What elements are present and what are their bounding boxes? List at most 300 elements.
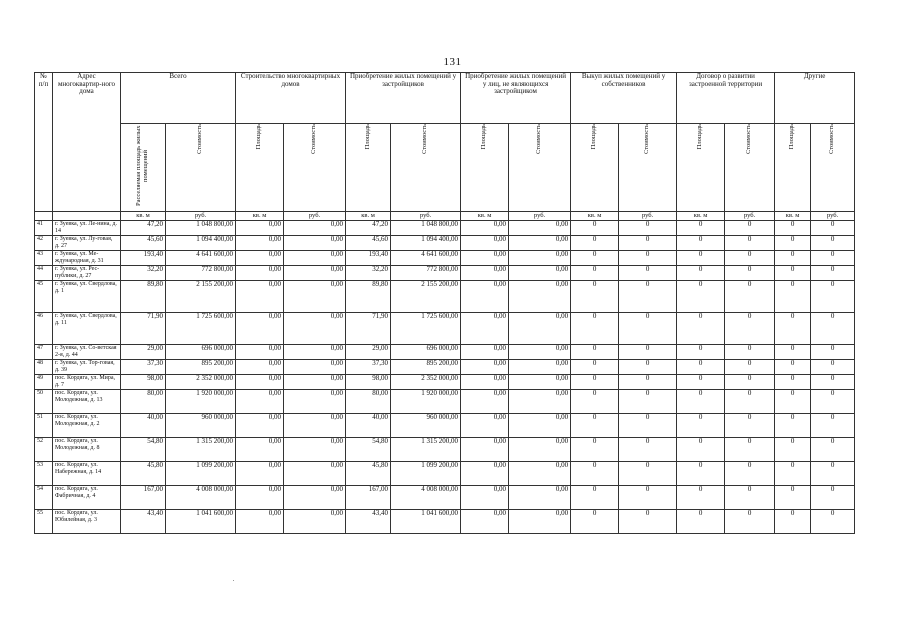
nondeveloper-area-cell: 0,00 — [461, 345, 509, 360]
construction-cost-cell: 0,00 — [284, 360, 346, 375]
developer-area-cell: 37,30 — [346, 360, 391, 375]
nondeveloper-cost-cell: 0,00 — [509, 236, 571, 251]
unit-area: кв. м — [461, 212, 509, 221]
contract-cost-cell: 0 — [725, 313, 775, 345]
contract-area-cell: 0 — [677, 281, 725, 313]
header-group-development-contract: Договор о развитии застроенной территории — [677, 73, 775, 124]
address-cell: пос. Кордяга, ул. Набережная, д. 14 — [53, 462, 121, 486]
other-area-cell: 0 — [775, 390, 811, 414]
total-cost-cell: 960 000,00 — [166, 414, 236, 438]
unit-rub: руб. — [725, 212, 775, 221]
buyout-cost-cell: 0 — [619, 313, 677, 345]
contract-area-cell: 0 — [677, 221, 725, 236]
table-row — [35, 390, 855, 414]
page-number: 131 — [443, 56, 462, 68]
contract-cost-cell: 0 — [725, 345, 775, 360]
nondeveloper-area-cell: 0,00 — [461, 375, 509, 390]
construction-area-cell: 0,00 — [236, 486, 284, 510]
other-cost-cell: 0 — [811, 221, 855, 236]
row-number: 50 — [35, 390, 53, 414]
address-cell: пос. Кордяга, ул. Фабричная, д. 4 — [53, 486, 121, 510]
contract-area-cell: 0 — [677, 266, 725, 281]
row-number: 47 — [35, 345, 53, 360]
header-group-nondeveloper-purchase: Приобретение жилых помещений у лиц, не являющихся застройщиком — [461, 73, 571, 124]
construction-cost-cell: 0,00 — [284, 281, 346, 313]
other-cost-cell: 0 — [811, 251, 855, 266]
table-row — [35, 360, 855, 375]
unit-area: кв. м — [775, 212, 811, 221]
header-row-number: № п/п — [35, 73, 53, 212]
nondeveloper-area-cell: 0,00 — [461, 236, 509, 251]
buyout-area-cell: 0 — [571, 390, 619, 414]
table-row — [35, 281, 855, 313]
buyout-cost-cell: 0 — [619, 345, 677, 360]
nondeveloper-cost-cell: 0,00 — [509, 510, 571, 534]
unit-rub: руб. — [284, 212, 346, 221]
construction-area-cell: 0,00 — [236, 390, 284, 414]
other-area-cell: 0 — [775, 221, 811, 236]
nondeveloper-area-cell: 0,00 — [461, 390, 509, 414]
address-cell: г. Зуевка, ул. Ле-нина, д. 14 — [53, 221, 121, 236]
buyout-cost-cell: 0 — [619, 375, 677, 390]
unit-empty — [53, 212, 121, 221]
developer-area-cell: 71,90 — [346, 313, 391, 345]
total-area-cell: 37,30 — [121, 360, 166, 375]
buyout-area-cell: 0 — [571, 438, 619, 462]
developer-cost-cell: 1 041 600,00 — [391, 510, 461, 534]
header-group-owner-buyout: Выкуп жилых помещений у собственников — [571, 73, 677, 124]
contract-area-cell: 0 — [677, 510, 725, 534]
total-area-cell: 45,60 — [121, 236, 166, 251]
total-area-cell: 32,20 — [121, 266, 166, 281]
construction-cost-cell: 0,00 — [284, 414, 346, 438]
buyout-area-cell: 0 — [571, 266, 619, 281]
total-area-cell: 167,00 — [121, 486, 166, 510]
total-area-cell: 98,00 — [121, 375, 166, 390]
buyout-area-cell: 0 — [571, 281, 619, 313]
scan-speck — [233, 580, 234, 581]
contract-cost-cell: 0 — [725, 221, 775, 236]
nondeveloper-area-cell: 0,00 — [461, 462, 509, 486]
construction-area-cell: 0,00 — [236, 438, 284, 462]
row-number: 54 — [35, 486, 53, 510]
buyout-cost-cell: 0 — [619, 462, 677, 486]
total-cost-cell: 1 048 800,00 — [166, 221, 236, 236]
nondeveloper-cost-cell: 0,00 — [509, 375, 571, 390]
contract-cost-cell: 0 — [725, 281, 775, 313]
table-row — [35, 375, 855, 390]
buyout-cost-cell: 0 — [619, 390, 677, 414]
contract-cost-cell: 0 — [725, 486, 775, 510]
address-cell: г. Зуевка, ул. Со-ветская 2-я, д. 44 — [53, 345, 121, 360]
buyout-area-cell: 0 — [571, 486, 619, 510]
other-area-cell: 0 — [775, 414, 811, 438]
construction-cost-cell: 0,00 — [284, 375, 346, 390]
address-cell: пос. Кордяга, ул. Юбилейная, д. 3 — [53, 510, 121, 534]
address-cell: пос. Кордяга, ул. Молодежная, д. 13 — [53, 390, 121, 414]
unit-rub: руб. — [391, 212, 461, 221]
other-cost-cell: 0 — [811, 360, 855, 375]
other-area-cell: 0 — [775, 438, 811, 462]
header-nondeveloper-cost: Стоимость — [509, 124, 571, 212]
buyout-cost-cell: 0 — [619, 360, 677, 375]
other-area-cell: 0 — [775, 236, 811, 251]
total-cost-cell: 2 155 200,00 — [166, 281, 236, 313]
other-cost-cell: 0 — [811, 462, 855, 486]
developer-area-cell: 89,80 — [346, 281, 391, 313]
header-group-total: Всего — [121, 73, 236, 124]
construction-cost-cell: 0,00 — [284, 345, 346, 360]
header-other-cost: Стоимость — [811, 124, 855, 212]
nondeveloper-cost-cell: 0,00 — [509, 360, 571, 375]
construction-area-cell: 0,00 — [236, 281, 284, 313]
contract-cost-cell: 0 — [725, 360, 775, 375]
developer-area-cell: 45,80 — [346, 462, 391, 486]
address-cell: пос. Кордяга, ул. Мира, д. 7 — [53, 375, 121, 390]
contract-area-cell: 0 — [677, 486, 725, 510]
developer-area-cell: 40,00 — [346, 414, 391, 438]
row-number: 46 — [35, 313, 53, 345]
other-area-cell: 0 — [775, 345, 811, 360]
other-cost-cell: 0 — [811, 438, 855, 462]
nondeveloper-cost-cell: 0,00 — [509, 462, 571, 486]
buyout-area-cell: 0 — [571, 345, 619, 360]
developer-cost-cell: 895 200,00 — [391, 360, 461, 375]
table-row — [35, 510, 855, 534]
nondeveloper-cost-cell: 0,00 — [509, 313, 571, 345]
resettlement-table — [34, 72, 855, 534]
buyout-area-cell: 0 — [571, 236, 619, 251]
other-area-cell: 0 — [775, 251, 811, 266]
construction-area-cell: 0,00 — [236, 345, 284, 360]
buyout-cost-cell: 0 — [619, 414, 677, 438]
nondeveloper-area-cell: 0,00 — [461, 360, 509, 375]
other-cost-cell: 0 — [811, 390, 855, 414]
other-area-cell: 0 — [775, 375, 811, 390]
unit-area: кв. м — [121, 212, 166, 221]
developer-cost-cell: 1 048 800,00 — [391, 221, 461, 236]
nondeveloper-area-cell: 0,00 — [461, 281, 509, 313]
unit-area: кв. м — [677, 212, 725, 221]
contract-area-cell: 0 — [677, 462, 725, 486]
construction-cost-cell: 0,00 — [284, 251, 346, 266]
table-row — [35, 236, 855, 251]
header-buyout-area: Площадь — [571, 124, 619, 212]
developer-cost-cell: 2 352 000,00 — [391, 375, 461, 390]
table-row — [35, 462, 855, 486]
total-area-cell: 89,80 — [121, 281, 166, 313]
total-cost-cell: 1 920 000,00 — [166, 390, 236, 414]
construction-area-cell: 0,00 — [236, 313, 284, 345]
row-number: 55 — [35, 510, 53, 534]
developer-area-cell: 32,20 — [346, 266, 391, 281]
buyout-cost-cell: 0 — [619, 281, 677, 313]
nondeveloper-area-cell: 0,00 — [461, 438, 509, 462]
buyout-area-cell: 0 — [571, 462, 619, 486]
address-cell: г. Зуевка, ул. Тор-говая, д. 39 — [53, 360, 121, 375]
header-group-row — [35, 73, 855, 124]
total-cost-cell: 1 041 600,00 — [166, 510, 236, 534]
total-area-cell: 54,80 — [121, 438, 166, 462]
construction-area-cell: 0,00 — [236, 221, 284, 236]
buyout-area-cell: 0 — [571, 313, 619, 345]
contract-area-cell: 0 — [677, 236, 725, 251]
contract-cost-cell: 0 — [725, 390, 775, 414]
header-developer-area: Площадь — [346, 124, 391, 212]
row-number: 49 — [35, 375, 53, 390]
table-row — [35, 414, 855, 438]
contract-area-cell: 0 — [677, 313, 725, 345]
row-number: 42 — [35, 236, 53, 251]
buyout-cost-cell: 0 — [619, 438, 677, 462]
construction-cost-cell: 0,00 — [284, 221, 346, 236]
total-area-cell: 29,00 — [121, 345, 166, 360]
buyout-area-cell: 0 — [571, 251, 619, 266]
buyout-area-cell: 0 — [571, 375, 619, 390]
total-area-cell: 71,90 — [121, 313, 166, 345]
unit-rub: руб. — [509, 212, 571, 221]
table-row — [35, 438, 855, 462]
address-cell: г. Зуевка, ул. Ме-ждународная, д. 31 — [53, 251, 121, 266]
contract-area-cell: 0 — [677, 414, 725, 438]
row-number: 53 — [35, 462, 53, 486]
contract-area-cell: 0 — [677, 438, 725, 462]
other-area-cell: 0 — [775, 313, 811, 345]
total-area-cell: 193,40 — [121, 251, 166, 266]
total-cost-cell: 1 315 200,00 — [166, 438, 236, 462]
contract-cost-cell: 0 — [725, 414, 775, 438]
contract-cost-cell: 0 — [725, 236, 775, 251]
total-cost-cell: 895 200,00 — [166, 360, 236, 375]
other-area-cell: 0 — [775, 462, 811, 486]
header-address: Адрес многоквартир-ного дома — [53, 73, 121, 212]
address-cell: г. Зуевка, ул. Лу-говая, д. 27 — [53, 236, 121, 251]
contract-area-cell: 0 — [677, 390, 725, 414]
row-number: 52 — [35, 438, 53, 462]
developer-cost-cell: 4 641 600,00 — [391, 251, 461, 266]
total-cost-cell: 696 000,00 — [166, 345, 236, 360]
other-cost-cell: 0 — [811, 266, 855, 281]
total-area-cell: 43,40 — [121, 510, 166, 534]
buyout-area-cell: 0 — [571, 414, 619, 438]
table-row — [35, 345, 855, 360]
contract-cost-cell: 0 — [725, 251, 775, 266]
contract-cost-cell: 0 — [725, 510, 775, 534]
header-construction-area: Площадь — [236, 124, 284, 212]
developer-cost-cell: 960 000,00 — [391, 414, 461, 438]
nondeveloper-area-cell: 0,00 — [461, 510, 509, 534]
total-area-cell: 47,20 — [121, 221, 166, 236]
contract-area-cell: 0 — [677, 360, 725, 375]
nondeveloper-cost-cell: 0,00 — [509, 438, 571, 462]
construction-area-cell: 0,00 — [236, 360, 284, 375]
construction-cost-cell: 0,00 — [284, 438, 346, 462]
nondeveloper-cost-cell: 0,00 — [509, 486, 571, 510]
table-row — [35, 313, 855, 345]
developer-cost-cell: 1 099 200,00 — [391, 462, 461, 486]
contract-area-cell: 0 — [677, 345, 725, 360]
other-area-cell: 0 — [775, 510, 811, 534]
total-cost-cell: 2 352 000,00 — [166, 375, 236, 390]
table-row — [35, 486, 855, 510]
nondeveloper-cost-cell: 0,00 — [509, 266, 571, 281]
total-area-cell: 40,00 — [121, 414, 166, 438]
address-cell: г. Зуевка, ул. Свердлова, д. 1 — [53, 281, 121, 313]
developer-area-cell: 47,20 — [346, 221, 391, 236]
other-cost-cell: 0 — [811, 345, 855, 360]
developer-area-cell: 29,00 — [346, 345, 391, 360]
developer-cost-cell: 1 315 200,00 — [391, 438, 461, 462]
header-other-area: Площадь — [775, 124, 811, 212]
unit-area: кв. м — [236, 212, 284, 221]
developer-area-cell: 54,80 — [346, 438, 391, 462]
buyout-cost-cell: 0 — [619, 251, 677, 266]
construction-cost-cell: 0,00 — [284, 266, 346, 281]
unit-rub: руб. — [811, 212, 855, 221]
contract-cost-cell: 0 — [725, 462, 775, 486]
developer-area-cell: 167,00 — [346, 486, 391, 510]
nondeveloper-area-cell: 0,00 — [461, 313, 509, 345]
unit-rub: руб. — [166, 212, 236, 221]
nondeveloper-cost-cell: 0,00 — [509, 345, 571, 360]
header-developer-cost: Стоимость — [391, 124, 461, 212]
unit-area: кв. м — [571, 212, 619, 221]
developer-area-cell: 45,60 — [346, 236, 391, 251]
nondeveloper-area-cell: 0,00 — [461, 221, 509, 236]
total-area-cell: 45,80 — [121, 462, 166, 486]
construction-cost-cell: 0,00 — [284, 462, 346, 486]
construction-area-cell: 0,00 — [236, 510, 284, 534]
construction-cost-cell: 0,00 — [284, 236, 346, 251]
header-contract-area: Площадь — [677, 124, 725, 212]
address-cell: пос. Кордяга, ул. Молодежная, д. 8 — [53, 438, 121, 462]
buyout-cost-cell: 0 — [619, 236, 677, 251]
construction-area-cell: 0,00 — [236, 251, 284, 266]
buyout-area-cell: 0 — [571, 360, 619, 375]
total-cost-cell: 1 725 600,00 — [166, 313, 236, 345]
developer-area-cell: 43,40 — [346, 510, 391, 534]
buyout-cost-cell: 0 — [619, 221, 677, 236]
header-nondeveloper-area: Площадь — [461, 124, 509, 212]
other-area-cell: 0 — [775, 486, 811, 510]
developer-cost-cell: 1 920 000,00 — [391, 390, 461, 414]
construction-area-cell: 0,00 — [236, 462, 284, 486]
nondeveloper-cost-cell: 0,00 — [509, 221, 571, 236]
buyout-area-cell: 0 — [571, 510, 619, 534]
developer-area-cell: 98,00 — [346, 375, 391, 390]
buyout-cost-cell: 0 — [619, 486, 677, 510]
developer-cost-cell: 1 725 600,00 — [391, 313, 461, 345]
nondeveloper-cost-cell: 0,00 — [509, 414, 571, 438]
contract-cost-cell: 0 — [725, 438, 775, 462]
other-cost-cell: 0 — [811, 313, 855, 345]
other-area-cell: 0 — [775, 281, 811, 313]
construction-cost-cell: 0,00 — [284, 313, 346, 345]
address-cell: г. Зуевка, ул. Свердлова, д. 11 — [53, 313, 121, 345]
header-unit-row — [35, 212, 855, 221]
row-number: 43 — [35, 251, 53, 266]
nondeveloper-area-cell: 0,00 — [461, 266, 509, 281]
table-body — [35, 221, 855, 534]
construction-area-cell: 0,00 — [236, 236, 284, 251]
developer-cost-cell: 1 094 400,00 — [391, 236, 461, 251]
developer-cost-cell: 4 008 000,00 — [391, 486, 461, 510]
contract-area-cell: 0 — [677, 375, 725, 390]
unit-rub: руб. — [619, 212, 677, 221]
contract-cost-cell: 0 — [725, 266, 775, 281]
table-row — [35, 251, 855, 266]
other-cost-cell: 0 — [811, 510, 855, 534]
table-row — [35, 266, 855, 281]
row-number: 48 — [35, 360, 53, 375]
nondeveloper-cost-cell: 0,00 — [509, 251, 571, 266]
nondeveloper-area-cell: 0,00 — [461, 414, 509, 438]
unit-area: кв. м — [346, 212, 391, 221]
total-area-cell: 80,00 — [121, 390, 166, 414]
construction-area-cell: 0,00 — [236, 266, 284, 281]
header-total-area: Расселяемая площадь жилых помещений — [121, 124, 166, 212]
total-cost-cell: 4 641 600,00 — [166, 251, 236, 266]
table-row — [35, 221, 855, 236]
other-area-cell: 0 — [775, 360, 811, 375]
other-area-cell: 0 — [775, 266, 811, 281]
other-cost-cell: 0 — [811, 414, 855, 438]
other-cost-cell: 0 — [811, 486, 855, 510]
other-cost-cell: 0 — [811, 375, 855, 390]
buyout-cost-cell: 0 — [619, 510, 677, 534]
other-cost-cell: 0 — [811, 281, 855, 313]
construction-cost-cell: 0,00 — [284, 390, 346, 414]
construction-cost-cell: 0,00 — [284, 486, 346, 510]
row-number: 45 — [35, 281, 53, 313]
row-number: 51 — [35, 414, 53, 438]
row-number: 44 — [35, 266, 53, 281]
header-buyout-cost: Стоимость — [619, 124, 677, 212]
contract-area-cell: 0 — [677, 251, 725, 266]
construction-cost-cell: 0,00 — [284, 510, 346, 534]
contract-cost-cell: 0 — [725, 375, 775, 390]
other-cost-cell: 0 — [811, 236, 855, 251]
buyout-cost-cell: 0 — [619, 266, 677, 281]
header-sub-row — [35, 124, 855, 212]
construction-area-cell: 0,00 — [236, 414, 284, 438]
developer-cost-cell: 696 000,00 — [391, 345, 461, 360]
buyout-area-cell: 0 — [571, 221, 619, 236]
nondeveloper-area-cell: 0,00 — [461, 486, 509, 510]
developer-cost-cell: 2 155 200,00 — [391, 281, 461, 313]
address-cell: пос. Кордяга, ул. Молодежная, д. 2 — [53, 414, 121, 438]
nondeveloper-area-cell: 0,00 — [461, 251, 509, 266]
developer-cost-cell: 772 800,00 — [391, 266, 461, 281]
total-cost-cell: 1 099 200,00 — [166, 462, 236, 486]
nondeveloper-cost-cell: 0,00 — [509, 390, 571, 414]
developer-area-cell: 80,00 — [346, 390, 391, 414]
total-cost-cell: 1 094 400,00 — [166, 236, 236, 251]
total-cost-cell: 772 800,00 — [166, 266, 236, 281]
header-group-developer-purchase: Приобретение жилых помещений у застройщиков — [346, 73, 461, 124]
unit-empty — [35, 212, 53, 221]
total-cost-cell: 4 008 000,00 — [166, 486, 236, 510]
header-total-cost: Стоимость — [166, 124, 236, 212]
header-contract-cost: Стоимость — [725, 124, 775, 212]
address-cell: г. Зуевка, ул. Рес-публики, д. 27 — [53, 266, 121, 281]
construction-area-cell: 0,00 — [236, 375, 284, 390]
header-construction-cost: Стоимость — [284, 124, 346, 212]
row-number: 41 — [35, 221, 53, 236]
header-group-other: Другие — [775, 73, 855, 124]
header-group-construction: Строительство многоквартирных домов — [236, 73, 346, 124]
nondeveloper-cost-cell: 0,00 — [509, 281, 571, 313]
